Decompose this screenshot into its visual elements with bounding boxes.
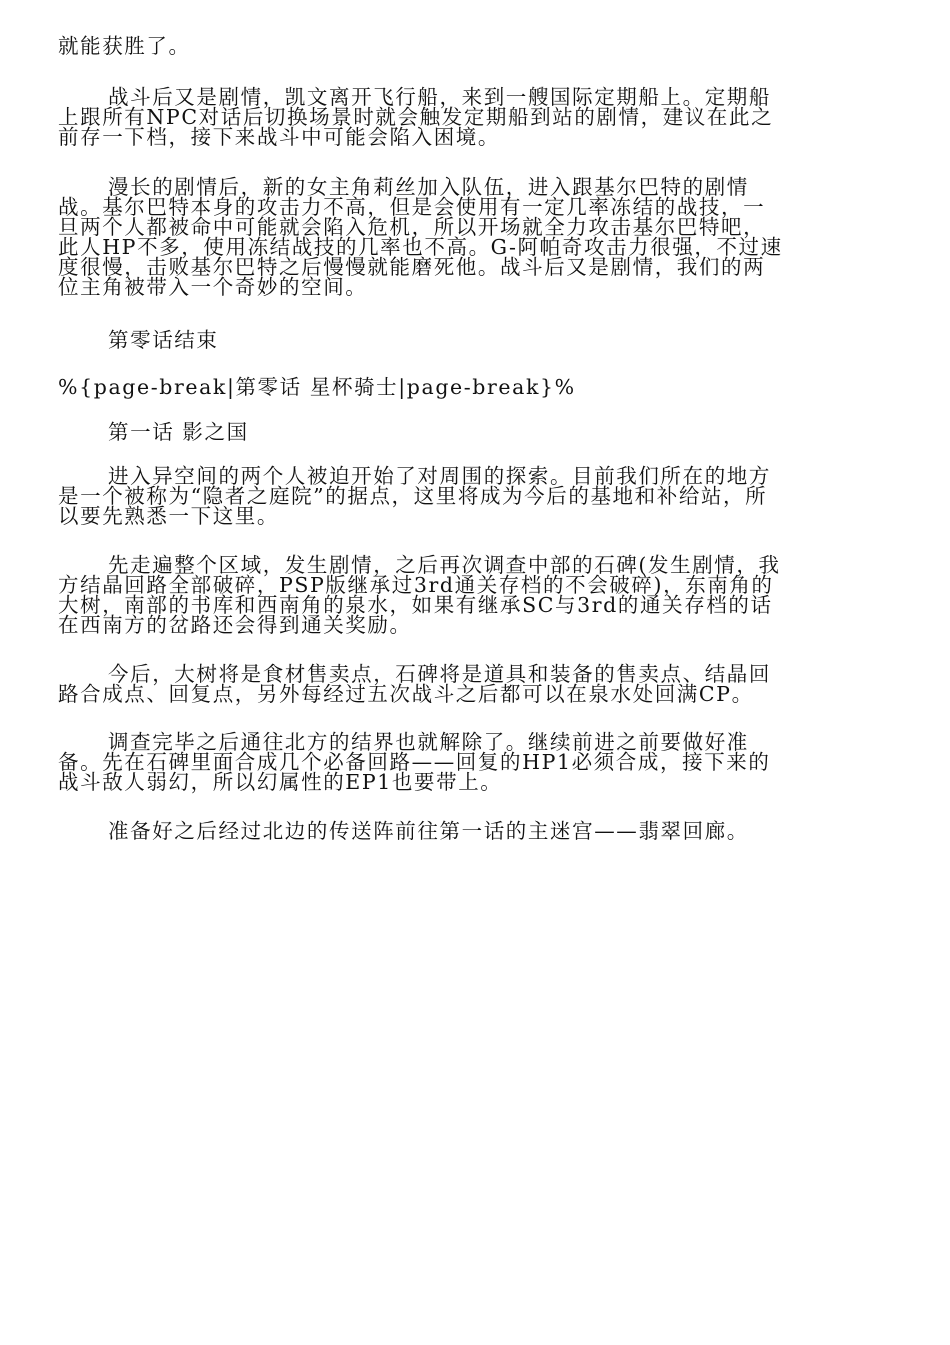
paragraph-4 (58, 555, 888, 635)
text-line: 路合成点、回复点，另外每经过五次战斗之后都可以在泉水处回满CP。 (58, 682, 754, 706)
text-line: 战斗后又是剧情，凯文离开飞行船，来到一艘国际定期船上。定期船 (108, 85, 771, 109)
text-line: 备。先在石碑里面合成几个必备回路——回复的HP1必须合成，接下来的 (58, 750, 771, 774)
text-line: 位主角被带入一个奇妙的空间。 (58, 275, 368, 299)
paragraph-7 (58, 821, 888, 841)
paragraph-6 (58, 732, 888, 792)
text-line: 此人HP不多，使用冻结战技的几率也不高。G-阿帕奇攻击力很强，不过速 (58, 235, 783, 259)
text-line: 漫长的剧情后，新的女主角莉丝加入队伍，进入跟基尔巴特的剧情 (108, 175, 749, 199)
text-line: 调查完毕之后通往北方的结界也就解除了。继续前进之前要做好准 (108, 730, 749, 754)
text-line: 是一个被称为“隐者之庭院”的据点，这里将成为今后的基地和补给站，所 (58, 484, 768, 508)
paragraph-5 (58, 664, 888, 704)
text-line: 准备好之后经过北边的传送阵前往第一话的主迷宫——翡翠回廊。 (108, 819, 749, 843)
text-line: 进入异空间的两个人被迫开始了对周围的探索。目前我们所在的地方 (108, 464, 771, 488)
paragraph-2 (58, 177, 888, 297)
text-line: 就能获胜了。 (58, 34, 191, 58)
paragraph-1 (58, 87, 888, 147)
text-line: 先走遍整个区域，发生剧情，之后再次调查中部的石碑(发生剧情，我 (108, 553, 781, 577)
chapter0-end-heading: 第零话结束 (108, 328, 219, 352)
text-line: 旦两个人都被命中可能就会陷入危机，所以开场就全力攻击基尔巴特吧， (58, 215, 766, 239)
text-line: 度很慢，击败基尔巴特之后慢慢就能磨死他。战斗后又是剧情，我们的两 (58, 255, 766, 279)
text-line: 战。基尔巴特本身的攻击力不高，但是会使用有一定几率冻结的战技，一 (58, 195, 766, 219)
text-line: 战斗敌人弱幻，所以幻属性的EP1也要带上。 (58, 770, 503, 794)
paragraph-intro (58, 36, 888, 56)
text-line: 上跟所有NPC对话后切换场景时就会触发定期船到站的剧情，建议在此之 (58, 105, 774, 129)
paragraph-3 (58, 466, 888, 526)
chapter1-title: 第一话 影之国 (108, 420, 249, 444)
text-line: 大树，南部的书库和西南角的泉水，如果有继承SC与3rd的通关存档的话 (58, 593, 773, 617)
text-line: 以要先熟悉一下这里。 (58, 504, 279, 528)
text-line: 今后，大树将是食材售卖点，石碑将是道具和装备的售卖点、结晶回 (108, 662, 771, 686)
page-break-marker: %{page-break|第零话 星杯骑士|page-break}% (58, 375, 576, 399)
text-line: 在西南方的岔路还会得到通关奖励。 (58, 613, 412, 637)
text-line: 方结晶回路全部破碎，PSP版继承过3rd通关存档的不会破碎)，东南角的 (58, 573, 774, 597)
text-line: 前存一下档，接下来战斗中可能会陷入困境。 (58, 125, 500, 149)
